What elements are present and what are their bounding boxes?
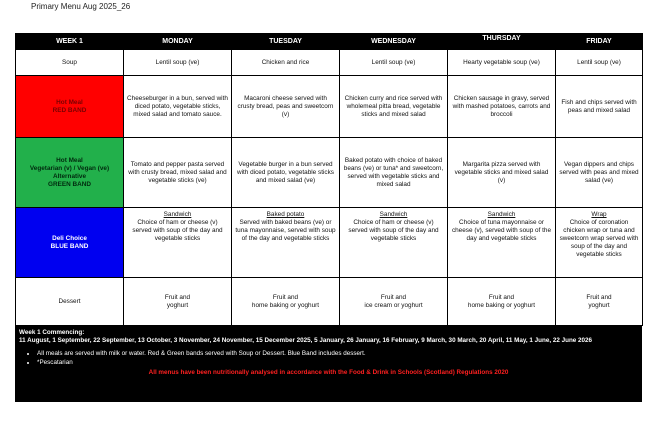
- green-band-name: GREEN BAND: [48, 180, 91, 188]
- nutrition-statement: All menus have been nutritionally analysed in accordance with the Food & Drink in Schools (Scotland) Regulations 2020: [148, 368, 509, 376]
- dessert-row: [16, 278, 643, 326]
- header-monday: MONDAY: [124, 34, 232, 50]
- soup-tuesday: Chicken and rice: [232, 50, 340, 76]
- dessert-monday-line2: yoghurt: [166, 301, 189, 309]
- blue-tuesday-text: Served with baked beans (ve) or tuna mayonnaise, served with soup of the day and vegetable sticks: [235, 219, 336, 242]
- red-band-title: Hot Meal: [56, 98, 83, 106]
- note-pescatarian: • *Pescatarian: [37, 359, 638, 367]
- dessert-thursday: [448, 278, 556, 326]
- dessert-friday-line2: yoghurt: [588, 301, 610, 309]
- header-tuesday: TUESDAY: [232, 34, 340, 50]
- blue-band-title: Deli Choice: [52, 234, 87, 242]
- soup-row: [16, 50, 643, 76]
- red-wednesday: Chicken curry and rice served with wholemeal pitta bread, vegetable sticks and mixed salad: [340, 76, 448, 138]
- blue-monday: [124, 208, 232, 278]
- blue-tuesday: [232, 208, 340, 278]
- blue-wednesday-title: Sandwich: [379, 211, 408, 218]
- soup-monday: Lentil soup (ve): [124, 50, 232, 76]
- blue-friday-text: Choice of coronation chicken wrap or tuna and sweetcorn wrap served with soup of the day and vegetable sticks: [559, 219, 639, 258]
- week-commencing-heading: Week 1 Commencing:: [19, 329, 85, 336]
- header-wednesday: WEDNESDAY: [340, 34, 448, 50]
- blue-wednesday-text: Choice of ham or cheese (v) served with soup of the day and vegetable sticks: [348, 219, 439, 242]
- red-tuesday: Macaroni cheese served with crusty bread, peas and sweetcorn (v): [232, 76, 340, 138]
- dessert-wednesday: [340, 278, 448, 326]
- green-monday: Tomato and pepper pasta served with crusty bread, mixed salad and vegetable sticks (ve): [124, 138, 232, 208]
- green-tuesday: Vegetable burger in a bun served with diced potato, vegetable sticks and mixed salad (ve): [232, 138, 340, 208]
- menu-table: [15, 33, 643, 326]
- green-band-title: Hot Meal: [56, 156, 83, 164]
- red-friday: Fish and chips served with peas and mixed salad: [556, 76, 643, 138]
- red-thursday: Chicken sausage in gravy, served with mashed potatoes, carrots and broccoli: [448, 76, 556, 138]
- dessert-thursday-line2: home baking or yoghurt: [467, 301, 536, 309]
- blue-thursday-title: Sandwich: [487, 211, 516, 218]
- dessert-monday: [124, 278, 232, 326]
- soup-label: Soup: [16, 50, 124, 76]
- green-band-label: [16, 138, 124, 208]
- dessert-tuesday-line1: Fruit and: [272, 293, 299, 301]
- green-band-alternative: Alternative: [52, 172, 87, 180]
- blue-thursday: [448, 208, 556, 278]
- blue-monday-text: Choice of ham or cheese (v) served with soup of the day and vegetable sticks: [132, 219, 223, 242]
- note-milk-water: • All meals are served with milk or water. Red & Green bands served with Soup or Dessert. Blue Band includes dessert.: [37, 350, 638, 358]
- blue-band-name: BLUE BAND: [50, 242, 89, 250]
- dessert-friday: [556, 278, 643, 326]
- dessert-friday-line1: Fruit and: [586, 293, 612, 301]
- red-monday: Cheeseburger in a bun, served with diced potato, vegetable sticks, mixed salad and tomato sauce.: [124, 76, 232, 138]
- header-row: [16, 34, 643, 50]
- blue-friday: [556, 208, 643, 278]
- dessert-tuesday-line2: home baking or yoghurt: [251, 301, 320, 309]
- dessert-tuesday: [232, 278, 340, 326]
- notes-list: [19, 350, 638, 366]
- dessert-wednesday-line2: ice cream or yoghurt: [364, 301, 423, 309]
- document-title: Primary Menu Aug 2025_26: [31, 2, 131, 11]
- header-week: WEEK 1: [16, 34, 124, 50]
- menu-footer: [15, 326, 642, 402]
- blue-tuesday-title: Baked potato: [266, 211, 305, 218]
- red-band-name: RED BAND: [52, 106, 87, 114]
- header-thursday: THURSDAY: [448, 34, 556, 50]
- soup-thursday: Hearty vegetable soup (ve): [448, 50, 556, 76]
- soup-wednesday: Lentil soup (ve): [340, 50, 448, 76]
- blue-monday-title: Sandwich: [163, 211, 192, 218]
- blue-band-row: [16, 208, 643, 278]
- dessert-monday-line1: Fruit and: [164, 293, 191, 301]
- dessert-label: Dessert: [16, 278, 124, 326]
- header-friday: FRIDAY: [556, 34, 643, 50]
- green-band-subtitle: Vegetarian (v) / Vegan (ve): [29, 164, 110, 172]
- red-band-label: [16, 76, 124, 138]
- blue-band-label: [16, 208, 124, 278]
- blue-friday-title: Wrap: [591, 211, 607, 218]
- green-wednesday: Baked potato with choice of baked beans (ve) or tuna* and sweetcorn, served with vegetable sticks and mixed salad: [340, 138, 448, 208]
- green-friday: Vegan dippers and chips served with peas and mixed salad (ve): [556, 138, 643, 208]
- dessert-wednesday-line1: Fruit and: [380, 293, 407, 301]
- blue-thursday-text: Choice of tuna mayonnaise or cheese (v), served with soup of the day and vegetable sticks: [451, 219, 552, 242]
- green-band-row: [16, 138, 643, 208]
- blue-wednesday: [340, 208, 448, 278]
- green-thursday: Margarita pizza served with vegetable sticks and mixed salad (v): [448, 138, 556, 208]
- week-commencing-dates: 11 August, 1 September, 22 September, 13 October, 3 November, 24 November, 15 December 2025, 5 January, 26 January, 16 February, 9 March, 30 March, 20 April, 11 May, 1 June, 22 June 2026: [19, 337, 593, 345]
- soup-friday: Lentil soup (ve): [556, 50, 643, 76]
- dessert-thursday-line1: Fruit and: [488, 293, 515, 301]
- red-band-row: [16, 76, 643, 138]
